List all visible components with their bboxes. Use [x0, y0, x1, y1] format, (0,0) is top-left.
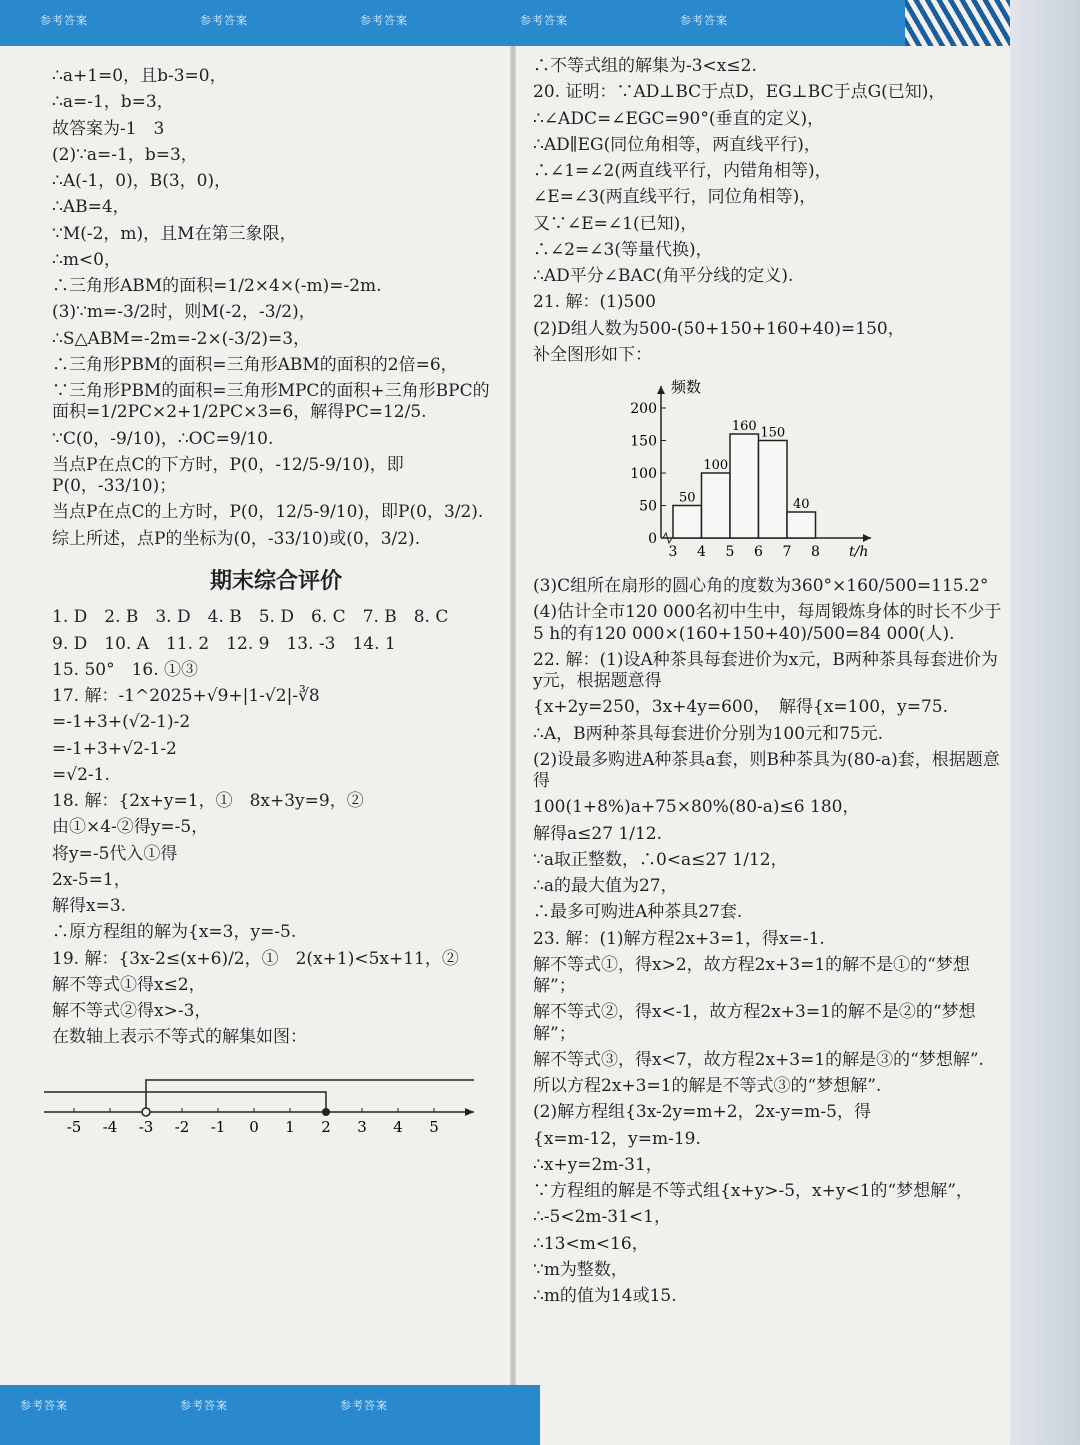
open-point [142, 1108, 150, 1116]
answer-line: (2)D组人数为500-(50+150+160+40)=150， [533, 318, 905, 339]
bar-value-label: 160 [731, 419, 757, 434]
answer-line: =√2-1. [52, 764, 110, 785]
number-line-label: 4 [393, 1117, 403, 1136]
number-line-label: -1 [210, 1117, 226, 1136]
number-line-label: 5 [429, 1117, 439, 1136]
answer-line: {x+2y=250，3x+4y=600， 解得{x=100，y=75. [533, 697, 948, 718]
answer-line: (2)设最多购进A种茶具a套，则B种茶具为(80-a)套，根据题意得 [533, 749, 1000, 791]
x-tick-label: 3 [668, 544, 678, 560]
header-tag: 参考答案 [680, 14, 728, 27]
x-axis-label: t/h [849, 544, 869, 560]
footer-tag: 参考答案 [20, 1399, 68, 1412]
number-line-label: -3 [138, 1117, 154, 1136]
answer-line: ∴a=-1，b=3， [52, 92, 174, 113]
number-line-label: -2 [174, 1117, 190, 1136]
left-answers-bottom [52, 607, 500, 1048]
y-tick-label: 0 [648, 531, 657, 547]
answer-line: ∴三角形PBM的面积=三角形ABM的面积的2倍=6， [52, 354, 458, 375]
histogram-bar [730, 434, 759, 538]
answer-line: 21. 解：(1)500 [533, 292, 656, 313]
answer-line: ∴-5<2m-31<1， [533, 1207, 671, 1228]
y-axis-label: 频数 [671, 378, 702, 396]
answer-line: (4)估计全市120 000名初中生中，每周锻炼身体的时长不少于5 h的有120 000×(160+150+40)/500=84 000(人). [533, 602, 1002, 644]
answer-line: ∴A(-1，0)，B(3，0)， [52, 171, 232, 191]
x-tick-label: 5 [725, 544, 735, 560]
answer-line: 17. 解：-1^2025+√9+|1-√2|-∛8 [52, 686, 320, 706]
number-line-label: -4 [102, 1117, 118, 1136]
bar-value-label: 40 [792, 497, 810, 512]
answer-line: 23. 解：(1)解方程2x+3=1，得x=-1. [533, 928, 825, 949]
answer-line: (2)∵a=-1，b=3， [52, 144, 198, 165]
x-axis-arrow [863, 534, 871, 542]
answer-line: ∴a的最大值为27， [533, 876, 678, 896]
answer-line: ∴m的值为14或15. [533, 1286, 677, 1306]
answer-line: ∴A，B两种茶具每套进价分别为100元和75元. [533, 723, 884, 744]
answer-line: 1. D 2. B 3. D 4. B 5. D 6. C 7. B 8. C [52, 607, 449, 628]
bar-value-label: 50 [678, 490, 696, 506]
answer-line: 解不等式①，得x>2，故方程2x+3=1的解不是①的“梦想解”； [533, 954, 970, 996]
histogram-bar [702, 473, 731, 538]
histogram-svg [619, 372, 879, 568]
answer-line: 由①×4-②得y=-5， [52, 817, 209, 838]
answer-line: ∴S△ABM=-2m=-2×(-3/2)=3， [52, 328, 311, 349]
left-answers-top [52, 66, 500, 550]
answer-line: 又∵∠E=∠1(已知)， [533, 213, 698, 234]
answer-line: ∴x+y=2m-31， [533, 1154, 663, 1175]
answer-line: ∴AB=4， [52, 197, 130, 218]
answer-line: 故答案为-1 3 [52, 118, 165, 139]
answer-line: ∴∠ADC=∠EGC=90°(垂直的定义)， [533, 108, 825, 129]
answer-line: 解不等式②得x>-3， [52, 1001, 212, 1021]
answer-line: ∵C(0，-9/10)，∴OC=9/10. [52, 428, 274, 449]
number-line-label: 2 [321, 1117, 331, 1136]
y-axis-arrow [657, 386, 665, 394]
histogram-chart [619, 372, 879, 568]
answer-line: 9. D 10. A 11. 2 12. 9 13. -3 14. 1 [52, 633, 396, 654]
number-line-arrow [465, 1108, 474, 1116]
answer-line: ∵方程组的解是不等式组{x+y>-5，x+y<1的“梦想解”， [533, 1181, 973, 1201]
answer-line: (2)解方程组{3x-2y=m+2，2x-y=m-5，得 [533, 1102, 871, 1123]
y-tick-label: 50 [639, 498, 657, 515]
header-tag: 参考答案 [40, 14, 88, 27]
answer-line: 解得a≤27 1/12. [533, 823, 662, 844]
section-title: 期末综合评价 [209, 568, 342, 594]
answer-line: (3)C组所在扇形的圆心角的度数为360°×160/500=115.2° [533, 576, 989, 596]
x-tick-label: 6 [754, 544, 763, 560]
footer-tag: 参考答案 [180, 1399, 228, 1412]
answer-line: 解得x=3. [52, 896, 127, 916]
answer-line: 在数轴上表示不等式的解集如图： [52, 1027, 307, 1048]
answer-line: 100(1+8%)a+75×80%(80-a)≤6 180， [533, 797, 860, 818]
answer-line: 当点P在点C的下方时，P(0，-12/5-9/10)，即P(0，-33/10)； [52, 454, 404, 496]
histogram-bar [759, 441, 788, 539]
answer-line: {x=m-12，y=m-19. [533, 1128, 701, 1149]
answer-line: 解不等式②，得x<-1，故方程2x+3=1的解不是②的“梦想解”； [533, 1002, 976, 1044]
footer-tag: 参考答案 [340, 1399, 388, 1412]
number-line [34, 1072, 484, 1142]
right-answers-bottom [533, 576, 1003, 1307]
answer-line: 解不等式③，得x<7，故方程2x+3=1的解是③的“梦想解”. [533, 1049, 984, 1070]
answer-line: ∴AD平分∠BAC(角平分线的定义). [533, 266, 794, 286]
answer-line: ∴m<0， [52, 249, 121, 270]
closed-point [322, 1108, 330, 1116]
bar-value-label: 150 [760, 425, 786, 441]
header-tag: 参考答案 [520, 14, 568, 27]
answer-line: ∵m为整数， [533, 1259, 628, 1280]
answer-line: 22. 解：(1)设A种茶具每套进价为x元，B两种茶具每套进价为y元，根据题意得 [533, 649, 998, 691]
header-tag: 参考答案 [200, 14, 248, 27]
solution-right-bracket [146, 1080, 474, 1112]
answer-line: 2x-5=1， [52, 869, 131, 890]
header-stripes [905, 0, 1015, 46]
answer-line: ∴原方程组的解为{x=3，y=-5. [52, 922, 297, 943]
answer-line: ∴不等式组的解集为-3<x≤2. [533, 56, 757, 76]
y-tick-label: 150 [630, 433, 657, 450]
answer-line: 20. 证明：∵AD⊥BC于点D，EG⊥BC于点G(已知)， [533, 82, 946, 103]
bar-value-label: 100 [703, 458, 729, 473]
x-tick-label: 4 [697, 544, 706, 560]
x-tick-label: 8 [811, 544, 820, 560]
answer-line: ∵a取正整数，∴0<a≤27 1/12， [533, 849, 788, 870]
answer-line: 解不等式①得x≤2， [52, 974, 206, 995]
answer-line: 所以方程2x+3=1的解是不等式③的“梦想解”. [533, 1076, 882, 1096]
header-band [0, 0, 1010, 46]
number-line-label: -5 [66, 1117, 82, 1136]
answer-line: ∵M(-2，m)，且M在第三象限， [52, 223, 297, 244]
header-tag: 参考答案 [360, 14, 408, 27]
answer-line: 19. 解：{3x-2≤(x+6)/2，① 2(x+1)<5x+11，② [52, 948, 459, 969]
answer-line: ∴∠1=∠2(两直线平行，内错角相等)， [533, 161, 832, 181]
number-line-label: 0 [249, 1117, 259, 1136]
footer-band [0, 1385, 540, 1445]
right-answers-top [533, 56, 1003, 366]
y-tick-label: 200 [630, 401, 657, 417]
page-gutter [510, 46, 516, 1445]
number-line-label: 3 [357, 1117, 367, 1136]
y-tick-label: 100 [630, 466, 657, 482]
answer-line: ∴a+1=0，且b-3=0， [52, 66, 227, 86]
answer-line: 将y=-5代入①得 [52, 843, 178, 864]
answer-line: ∴∠2=∠3(等量代换)， [533, 239, 713, 260]
answer-line: ∠E=∠3(两直线平行，同位角相等)， [533, 187, 817, 208]
answer-line: 当点P在点C的上方时，P(0，12/5-9/10)，即P(0，3/2). [52, 502, 484, 523]
answer-line: 补全图形如下： [533, 344, 652, 365]
x-tick-label: 7 [782, 544, 792, 560]
solution-left-bracket [44, 1092, 326, 1112]
answer-line: ∴AD∥EG(同位角相等，两直线平行)， [533, 134, 821, 155]
answer-line: ∴13<m<16， [533, 1233, 649, 1254]
answer-line: 15. 50° 16. ①③ [52, 659, 199, 680]
answer-line: =-1+3+(√2-1)-2 [52, 712, 191, 733]
histogram-bar [673, 506, 702, 539]
answer-line: ∴三角形ABM的面积=1/2×4×(-m)=-2m. [52, 276, 382, 296]
answer-line: 18. 解：{2x+y=1，① 8x+3y=9，② [52, 791, 364, 811]
answer-line: ∴最多可购进A种茶具27套. [533, 902, 743, 923]
answer-line: =-1+3+√2-1-2 [52, 738, 177, 759]
right-column [533, 56, 1003, 1312]
answer-line: (3)∵m=-3/2时，则M(-2，-3/2)， [52, 302, 316, 323]
page-edge [1010, 0, 1080, 1445]
number-line-label: 1 [285, 1117, 295, 1136]
left-column [52, 66, 500, 1148]
answer-line: ∵三角形PBM的面积=三角形MPC的面积+三角形BPC的面积=1/2PC×2+1/2PC×3=6，解得PC=12/5. [52, 381, 490, 423]
histogram-bar [787, 512, 816, 538]
answer-line: 综上所述，点P的坐标为(0，-33/10)或(0，3/2). [52, 528, 421, 549]
